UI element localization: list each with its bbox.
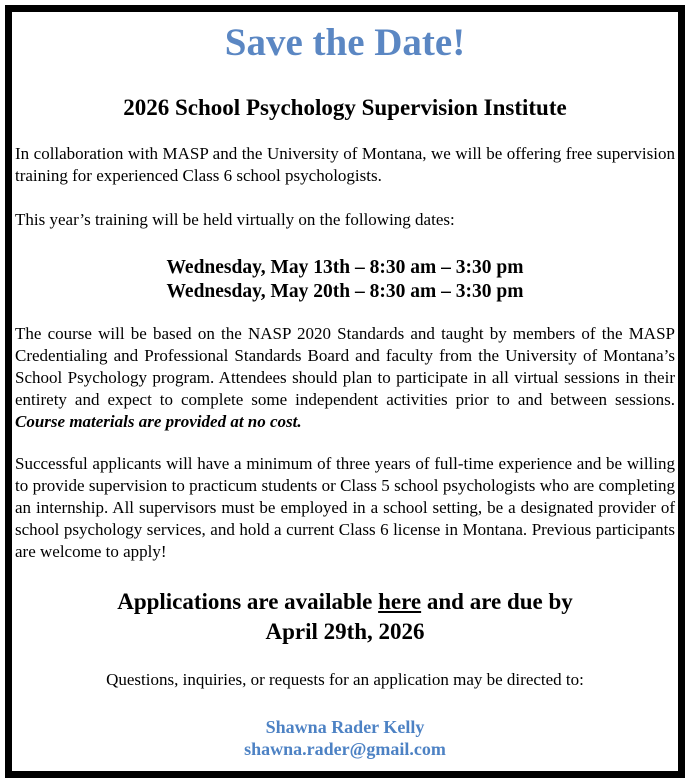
applications-line-1 xyxy=(15,587,675,617)
intro-paragraph: In collaboration with MASP and the University of Montana, we will be offering free supervision training for experienced Class 6 school psychologists. xyxy=(15,144,675,186)
event-subtitle: 2026 School Psychology Supervision Institute xyxy=(123,94,567,120)
applications-text-after: and are due by xyxy=(421,589,573,615)
course-materials-emphasis: Course materials are provided at no cost. xyxy=(15,412,302,432)
course-paragraph-text: The course will be based on the NASP 2020 Standards and taught by members of the MASP Credentialing and Professional Standards Board and faculty from the University of Montana’s School Psychology program. Attendees should plan to participate in all virtual sessions in their entirety and expect to complete some independent activities prior to and between sessions. xyxy=(15,324,675,410)
contact-block xyxy=(15,717,675,760)
session-dates xyxy=(15,256,675,303)
applications-here-link[interactable]: here xyxy=(378,589,422,615)
contact-email-line xyxy=(15,739,675,761)
questions-paragraph: Questions, inquiries, or requests for an application may be directed to: xyxy=(106,670,584,690)
applications-due-date: April 29th, 2026 xyxy=(265,619,425,645)
contact-name: Shawna Rader Kelly xyxy=(265,717,425,738)
page-title: Save the Date! xyxy=(224,21,466,64)
session-date-1: Wednesday, May 13th – 8:30 am – 3:30 pm xyxy=(166,257,524,279)
session-date-2: Wednesday, May 20th – 8:30 am – 3:30 pm xyxy=(166,280,524,302)
applications-heading xyxy=(15,587,675,647)
applications-text-before: Applications are available xyxy=(117,589,379,615)
flyer-border-frame xyxy=(5,5,685,778)
dates-intro-paragraph: This year’s training will be held virtually on the following dates: xyxy=(15,210,455,230)
contact-email-link[interactable]: shawna.rader@gmail.com xyxy=(244,738,446,759)
applicants-paragraph: Successful applicants will have a minimum of three years of full-time experience and be willing to provide supervision to practicum students or Class 5 school psychologists who are completing an internship. All supervisors must be employed in a school setting, be a designated provider of school psychology services, and hold a current Class 6 license in Montana. Previous participants are welcome to apply! xyxy=(15,454,675,562)
course-paragraph xyxy=(15,323,675,433)
